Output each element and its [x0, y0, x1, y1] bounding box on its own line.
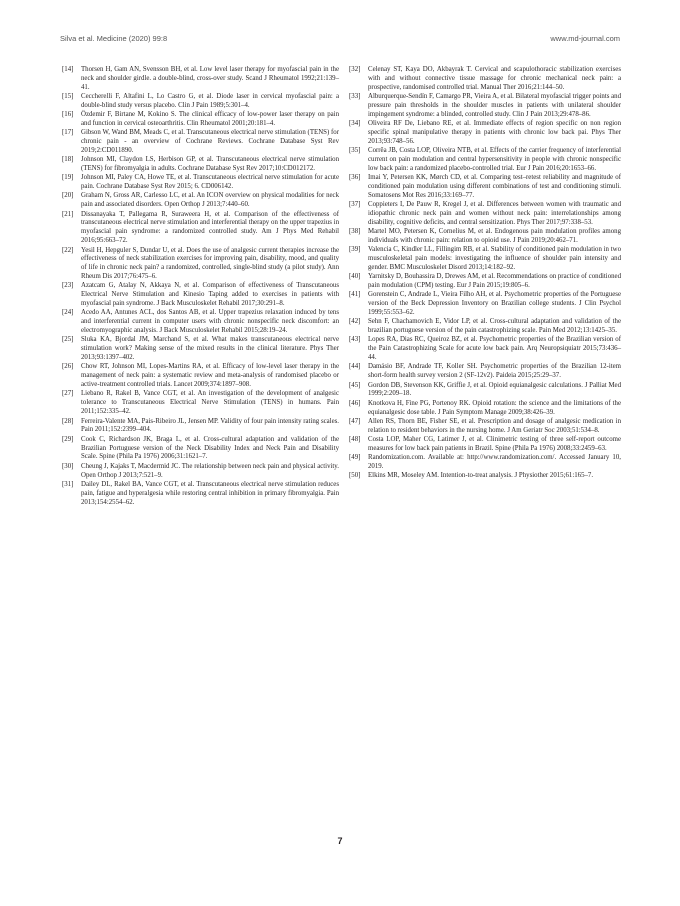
reference-number: [26] — [62, 363, 74, 371]
reference-text: Ferreira-Valente MA, Pais-Ribeiro JL, Jensen MP. Validity of four pain intensity rating scales. Pain 2011;152:2399–404. — [81, 417, 339, 434]
reference-number: [19] — [62, 174, 74, 182]
reference-text: Dissanayaka T, Pallegama R, Suraweera H, et al. Comparison of the effectiveness of transcutaneous electrical nerve stimulation and interferential therapy on the upper trapezius in myofascial pain syndrome: a randomized controlled study. Am J Phys Med Rehabil 2016;95:663–72. — [81, 210, 339, 245]
reference-number: [33] — [349, 93, 361, 101]
reference-text: Elkins MR, Moseley AM. Intention-to-treat analysis. J Physiother 2015;61:165–7. — [368, 472, 594, 480]
reference-text: Gordon DB, Stevenson KK, Griffie J, et al. Opioid equianalgesic calculations. J Palliat Med 1999;2:209–18. — [368, 381, 621, 398]
reference-item — [62, 66, 339, 93]
reference-item — [62, 463, 339, 481]
reference-number: [34] — [349, 120, 361, 128]
reference-text: Gorenstein C, Andrade L, Vieira Filho AH, et al. Psychometric properties of the Portuguese version of the Beck Depression Inventory on Brazilian college students. J Clin Psychol 1999;55:553–62. — [368, 291, 621, 317]
reference-number: [27] — [62, 390, 74, 398]
reference-number: [25] — [62, 336, 74, 344]
reference-item — [349, 201, 621, 228]
references-right-column — [349, 66, 621, 481]
reference-item — [349, 436, 621, 454]
reference-number: [20] — [62, 192, 74, 200]
reference-number: [36] — [349, 174, 361, 182]
reference-number: [48] — [349, 435, 361, 443]
reference-item — [62, 309, 339, 336]
reference-item — [62, 247, 339, 283]
reference-item — [349, 174, 621, 201]
reference-number: [32] — [349, 66, 361, 73]
reference-text: Gibson W, Wand BM, Meads C, et al. Transcutaneous electrical nerve stimulation (TENS) for chronic pain - an overview of Cochrane Reviews. Cochrane Database Syst Rev 2019;2:CD011890. — [81, 129, 339, 155]
reference-number: [35] — [349, 147, 361, 155]
reference-number: [16] — [62, 111, 74, 119]
reference-item — [349, 147, 621, 174]
reference-text: Graham N, Gross AR, Carlesso LC, et al. An ICON overview on physical modalities for neck pain and associated disorders. Open Orthop J 2013;7:440–60. — [81, 192, 339, 209]
reference-number: [30] — [62, 462, 74, 470]
reference-item — [349, 120, 621, 147]
reference-text: Yesil H, Hepguler S, Dundar U, et al. Does the use of analgesic current therapies increase the effectiveness of neck stabilization exercises for improving pain, disability, mood, and quality of life in chronic neck pain? a randomized, controlled, single-blind study (a pilot study). Ann Rheum Dis 2017;76:475–6. — [81, 246, 339, 281]
reference-number: [22] — [62, 246, 74, 254]
reference-number: [23] — [62, 282, 74, 290]
header-citation: Silva et al. Medicine (2020) 99:8 — [60, 34, 168, 43]
reference-item — [349, 228, 621, 246]
header-journal-url[interactable]: www.md-journal.com — [550, 34, 620, 43]
page-number: 7 — [337, 836, 343, 846]
reference-text: Damásio BF, Andrade TF, Koller SH. Psychometric properties of the Brazilian 12-item short-form health survey version 2 (SF-12v2). Paideia 2015;25:29–37. — [368, 363, 621, 380]
reference-item — [62, 174, 339, 192]
reference-text: Johnson MI, Claydon LS, Herbison GP, et al. Transcutaneous electrical nerve stimulation (TENS) for fibromyalgia in adults. Cochrane Database Syst Rev 2017;10:CD012172. — [81, 156, 339, 173]
reference-text: Valencia C, Kindler LL, Fillingim RB, et al. Stability of conditioned pain modulation in two musculoskeletal pain models: investigating the influence of shoulder pain intensity and gender. BMC Musculoskelet Disord 2013;14:182–92. — [368, 246, 621, 272]
reference-item — [349, 246, 621, 273]
running-header — [60, 34, 620, 46]
reference-item — [349, 273, 621, 291]
reference-text: Cheung J, Kajaks T, Macdermid JC. The relationship between neck pain and physical activity. Open Orthop J 2013;7:521–9. — [81, 462, 339, 479]
reference-number: [46] — [349, 399, 361, 407]
reference-item — [62, 436, 339, 463]
reference-text: Liebano R, Rakel B, Vance CGT, et al. An investigation of the development of analgesic tolerance to Transcutaneous Electrical Nerve Stimulation (TENS) in humans. Pain 2011;152:335–42. — [81, 390, 339, 416]
reference-item — [349, 363, 621, 381]
reference-number: [38] — [349, 228, 361, 236]
reference-item — [62, 156, 339, 174]
reference-item — [349, 472, 621, 481]
reference-text: Corrêa JB, Costa LOP, Oliveira NTB, et al. Effects of the carrier frequency of interferential current on pain modulation and central hypersensitivity in people with chronic nonspecific low back pain: a randomized placebo-controlled trial. Eur J Pain 2016;20:1653–66. — [368, 147, 621, 172]
reference-text: Coppieters I, De Pauw R, Kregel J, et al. Differences between women with traumatic and idiopathic chronic neck pain and women without neck pain: interrelationships among disability, cognitive deficits, and central sensitization. Phys Ther 2017;97:338–53. — [368, 201, 621, 226]
reference-number: [37] — [349, 201, 361, 209]
reference-number: [24] — [62, 309, 74, 317]
reference-number: [39] — [349, 246, 361, 254]
reference-number: [14] — [62, 66, 74, 73]
reference-text: Acedo AA, Antunes ACL, dos Santos AB, et al. Upper trapezius relaxation induced by tens and interferential current in computer users with chronic nonspecific neck discomfort: an electromyographic analysis. J Back Musculoskelet Rehabil 2015;28:19–24. — [81, 309, 339, 335]
reference-text: Dailey DL, Rakel BA, Vance CGT, et al. Transcutaneous electrical nerve stimulation reduces pain, fatigue and hyperalgesia while restoring central inhibition in primary fibromyalgia. Pain 2013;154:2554–62. — [81, 480, 339, 506]
reference-item — [62, 390, 339, 417]
reference-number: [17] — [62, 129, 74, 137]
reference-number: [29] — [62, 435, 74, 443]
reference-number: [40] — [349, 273, 361, 281]
reference-item — [349, 93, 621, 120]
reference-text: Alburquerque-Sendín F, Camargo PR, Vieira A, et al. Bilateral myofascial trigger points and pressure pain thresholds in the shoulder muscles in patients with unilateral shoulder impingement syndrome: a blinded, controlled study. Clin J Pain 2013;29:478–86. — [368, 93, 621, 118]
reference-text: Sluka KA, Bjordal JM, Marchand S, et al. What makes transcutaneous electrical nerve stimulation work? Making sense of the mixed results in the clinical literature. Phys Ther 2013;93:1397–402. — [81, 336, 339, 362]
reference-item — [349, 291, 621, 318]
reference-item — [62, 336, 339, 363]
reference-number: [49] — [349, 454, 361, 462]
reference-item — [349, 418, 621, 436]
reference-number: [41] — [349, 291, 361, 299]
reference-item — [62, 481, 339, 508]
reference-text: Chow RT, Johnson MI, Lopes-Martins RA, et al. Efficacy of low-level laser therapy in the management of neck pain: a systematic review and meta-analysis of randomised placebo or active-treatment controlled trials. Lancet 2009;374:1897–908. — [81, 363, 339, 389]
reference-number: [18] — [62, 156, 74, 164]
reference-text: Costa LOP, Maher CG, Latimer J, et al. Clinimetric testing of three self-report outcome measures for low back pain patients in Brazil. Spine (Phila Pa 1976) 2008;33:2459–63. — [368, 435, 621, 452]
reference-number: [15] — [62, 93, 74, 101]
reference-number: [47] — [349, 417, 361, 425]
reference-text: Sehn F, Chachamovich E, Vidor LP, et al. Cross-cultural adaptation and validation of the brazilian portuguese version of the pain catastrophizing scale. Pain Med 2012;13:1425–35. — [368, 318, 621, 335]
reference-item — [62, 211, 339, 247]
reference-text: Lopes RA, Dias RC, Queiroz BZ, et al. Psychometric properties of the Brazilian version of the Pain Catastrophizing Scale for acute low back pain. Arq Neuropsiquiatr 2015;73:436–44. — [368, 336, 621, 362]
reference-item — [349, 400, 621, 418]
reference-number: [50] — [349, 472, 361, 480]
reference-number: [42] — [349, 318, 361, 326]
reference-text: Cook C, Richardson JK, Braga L, et al. Cross-cultural adaptation and validation of the Brazilian Portuguese version of the Neck Disability Index and Neck Pain and Disability Scale. Spine (Phila Pa 1976) 2006;31:1621–7. — [81, 435, 339, 461]
reference-item — [62, 363, 339, 390]
reference-text: Ceccherelli F, Altafini L, Lo Castro G, et al. Diode laser in cervical myofascial pain: a double-blind study versus placebo. Clin J Pain 1989;5:301–4. — [81, 93, 339, 109]
reference-item — [349, 318, 621, 336]
reference-text: Oliveira RF De, Liebano RE, et al. Immediate effects of region specific on non region specific spinal manipulative therapy in patients with chronic low back pai. Phys Ther 2013;93:748–56. — [368, 120, 621, 145]
reference-number: [31] — [62, 480, 74, 488]
reference-text: Johnson MI, Paley CA, Howe TE, et al. Transcutaneous electrical nerve stimulation for acute pain. Cochrane Database Syst Rev 2015; 6. CD006142. — [81, 174, 339, 191]
reference-text: Imai Y, Petersen KK, Mørch CD, et al. Comparing test–retest reliability and magnitude of conditioned pain modulation using different combinations of test and conditioning stimuli. Somatosens Mot Res 2016;33:169–77. — [368, 174, 621, 199]
reference-text: Thorsen H, Gam AN, Svensson BH, et al. Low level laser therapy for myofascial pain in the neck and shoulder girdle. a double-blind, cross-over study. Scand J Rheumatol 1992;21:139–41. — [81, 66, 339, 91]
reference-item — [62, 282, 339, 309]
reference-item — [62, 111, 339, 129]
reference-text: Allen RS, Thorn BE, Fisher SE, et al. Prescription and dosage of analgesic medication in relation to resident behaviors in the nursing home. J Am Geriatr Soc 2003;51:534–8. — [368, 417, 621, 434]
reference-item — [62, 418, 339, 436]
reference-item — [62, 129, 339, 156]
reference-text: Knotkova H, Fine PG, Portenoy RK. Opioid rotation: the science and the limitations of the equianalgesic dose table. J Pain Symptom Manage 2009;38:426–39. — [368, 399, 621, 416]
reference-item — [62, 93, 339, 111]
reference-number: [28] — [62, 417, 74, 425]
reference-item — [349, 382, 621, 400]
reference-item — [349, 66, 621, 93]
reference-text: Martel MO, Petersen K, Cornelius M, et al. Endogenous pain modulation profiles among individuals with chronic pain: relation to opioid use. J Pain 2019;20:462–71. — [368, 228, 621, 244]
reference-number: [43] — [349, 336, 361, 344]
reference-text: Yarnitsky D, Bouhassira D, Drewes AM, et al. Recommendations on practice of conditioned pain modulation (CPM) testing. Eur J Pain 2015;19:805–6. — [368, 273, 621, 290]
reference-number: [21] — [62, 210, 74, 218]
references-left-column — [62, 66, 339, 508]
reference-number: [45] — [349, 381, 361, 389]
reference-item — [349, 336, 621, 363]
reference-text: Özdemir F, Birtane M, Kokino S. The clinical efficacy of low-power laser therapy on pain and function in cervical osteoarthritis. Clin Rheumatol 2001;20:181–4. — [81, 111, 339, 128]
reference-item — [349, 454, 621, 472]
reference-text: Azatcam G, Atalay N, Akkaya N, et al. Comparison of effectiveness of Transcutaneous Electrical Nerve Stimulation and Kinesio Taping added to exercises in patients with myofascial pain syndrome. J Back Musculoskelet Rehabil 2017;30:291–8. — [81, 282, 339, 308]
reference-item — [62, 192, 339, 210]
reference-text: Randomization.com. Available at: http://www.randomization.com/. Accessed January 10, 2019. — [368, 454, 621, 470]
reference-number: [44] — [349, 363, 361, 371]
reference-text: Celenay ST, Kaya DO, Akbayrak T. Cervical and scapulothoracic stabilization exercises with and without connective tissue massage for chronic mechanical neck pain: a prospective, randomised controlled trial. Manual Ther 2016;21:144–50. — [368, 66, 621, 91]
